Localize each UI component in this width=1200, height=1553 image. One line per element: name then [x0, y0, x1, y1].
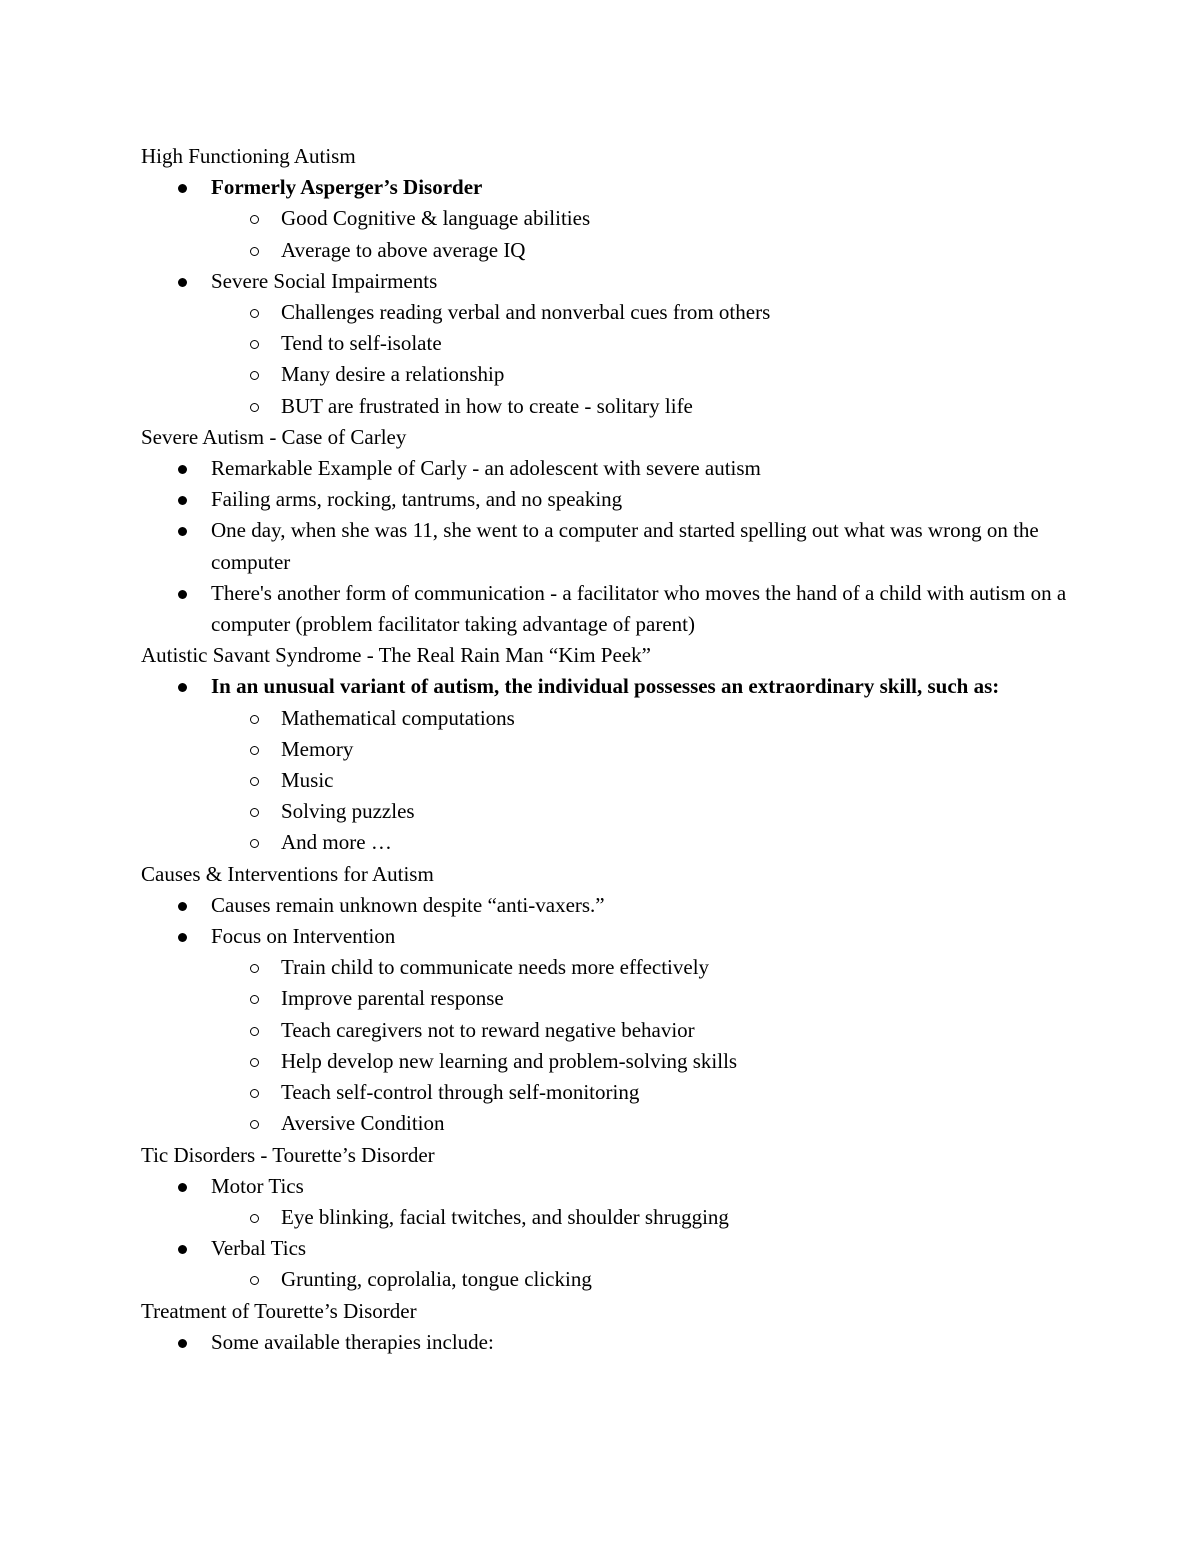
filled-bullet-icon	[178, 1183, 187, 1192]
list-item-text: Motor Tics	[211, 1173, 304, 1198]
sub-list-item	[211, 391, 1101, 422]
sub-list-item	[211, 983, 1101, 1014]
list-item	[141, 1171, 1101, 1233]
sub-list-item-text: Grunting, coprolalia, tongue clicking	[281, 1267, 592, 1292]
hollow-bullet-icon	[250, 1276, 259, 1285]
hollow-bullet-icon	[250, 340, 259, 349]
bullet-list	[141, 1171, 1101, 1296]
filled-bullet-icon	[178, 902, 187, 911]
list-item-text: There's another form of communication - a facilitator who moves the hand of a child with autism on a computer (problem facilitator taking advantage of parent)	[211, 580, 1067, 637]
list-item	[141, 266, 1101, 422]
hollow-bullet-icon	[250, 746, 259, 755]
list-item	[141, 1233, 1101, 1295]
hollow-bullet-icon	[250, 777, 259, 786]
hollow-bullet-icon	[250, 247, 259, 256]
list-item-text: One day, when she was 11, she went to a computer and started spelling out what was wrong on the computer	[211, 518, 1039, 574]
section-heading: Treatment of Tourette’s Disorder	[141, 1298, 417, 1323]
sub-list-item-text: Teach caregivers not to reward negative behavior	[281, 1017, 695, 1042]
sub-list-item-text: Mathematical computations	[281, 705, 515, 730]
sub-list-item	[211, 203, 1101, 234]
sub-list-item	[211, 1264, 1101, 1295]
sub-list-item	[211, 1202, 1101, 1233]
filled-bullet-icon	[178, 1245, 187, 1254]
list-item	[141, 921, 1101, 1139]
hollow-bullet-icon	[250, 403, 259, 412]
list-item	[141, 890, 1101, 921]
list-item-text: Causes remain unknown despite “anti-vaxers.”	[211, 892, 605, 917]
hollow-bullet-icon	[250, 1027, 259, 1036]
sub-list-item	[211, 1046, 1101, 1077]
list-item	[141, 1327, 1101, 1358]
sub-list-item-text: Teach self-control through self-monitoring	[281, 1080, 640, 1105]
filled-bullet-icon	[178, 465, 187, 474]
bullet-list	[141, 172, 1101, 422]
sub-list-item-text: And more …	[281, 830, 392, 855]
sub-list-item-text: Eye blinking, facial twitches, and shoulder shrugging	[281, 1204, 729, 1229]
list-item-text: Failing arms, rocking, tantrums, and no speaking	[211, 487, 623, 512]
list-item-text: Formerly Asperger’s Disorder	[211, 175, 483, 200]
filled-bullet-icon	[178, 527, 187, 536]
bullet-list	[141, 1327, 1101, 1358]
sub-list-item-text: Many desire a relationship	[281, 362, 505, 387]
section-heading: Severe Autism - Case of Carley	[141, 424, 407, 449]
list-item-text: Severe Social Impairments	[211, 268, 438, 293]
hollow-bullet-icon	[250, 1058, 259, 1067]
sub-list-item	[211, 952, 1101, 983]
sub-list-item-text: Aversive Condition	[281, 1111, 445, 1136]
filled-bullet-icon	[178, 496, 187, 505]
sub-list-item-text: BUT are frustrated in how to create - solitary life	[281, 393, 693, 418]
sub-list-item-text: Memory	[281, 736, 354, 761]
hollow-bullet-icon	[250, 1120, 259, 1129]
hollow-bullet-icon	[250, 839, 259, 848]
sub-list-item	[211, 1015, 1101, 1046]
hollow-bullet-icon	[250, 1214, 259, 1223]
filled-bullet-icon	[178, 933, 187, 942]
sub-list-item	[211, 359, 1101, 390]
sub-list-item-text: Solving puzzles	[281, 799, 415, 824]
sub-list-item-text: Help develop new learning and problem-solving skills	[281, 1048, 738, 1073]
sub-list-item	[211, 297, 1101, 328]
sub-list-item	[211, 328, 1101, 359]
section-heading: Autistic Savant Syndrome - The Real Rain Man “Kim Peek”	[141, 643, 651, 668]
sub-bullet-list	[211, 1264, 1101, 1295]
bullet-list	[141, 453, 1101, 640]
sub-list-item-text: Good Cognitive & language abilities	[281, 206, 591, 231]
sub-bullet-list	[211, 297, 1101, 422]
sub-list-item-text: Music	[281, 768, 334, 793]
filled-bullet-icon	[178, 278, 187, 287]
hollow-bullet-icon	[250, 808, 259, 817]
sub-list-item	[211, 796, 1101, 827]
filled-bullet-icon	[178, 683, 187, 692]
sub-list-item	[211, 1077, 1101, 1108]
list-item	[141, 515, 1101, 577]
list-item-text: Some available therapies include:	[211, 1329, 494, 1354]
list-item	[141, 172, 1101, 266]
bullet-list	[141, 890, 1101, 1140]
hollow-bullet-icon	[250, 995, 259, 1004]
bullet-list	[141, 671, 1101, 858]
sub-list-item	[211, 827, 1101, 858]
list-item	[141, 453, 1101, 484]
sub-bullet-list	[211, 203, 1101, 265]
hollow-bullet-icon	[250, 215, 259, 224]
sub-bullet-list	[211, 952, 1101, 1139]
list-item	[141, 484, 1101, 515]
document-page	[141, 141, 1101, 1358]
list-item-text: Remarkable Example of Carly - an adolescent with severe autism	[211, 456, 761, 481]
list-item-text: Verbal Tics	[211, 1236, 307, 1261]
section-heading: High Functioning Autism	[141, 144, 356, 168]
sub-list-item	[211, 734, 1101, 765]
sub-list-item	[211, 765, 1101, 796]
sub-list-item-text: Train child to communicate needs more effectively	[281, 955, 710, 980]
list-item	[141, 578, 1101, 640]
list-item-text: Focus on Intervention	[211, 924, 396, 949]
hollow-bullet-icon	[250, 964, 259, 973]
hollow-bullet-icon	[250, 371, 259, 380]
filled-bullet-icon	[178, 184, 187, 193]
filled-bullet-icon	[178, 1339, 187, 1348]
sub-bullet-list	[211, 1202, 1101, 1233]
hollow-bullet-icon	[250, 309, 259, 318]
sub-bullet-list	[211, 703, 1101, 859]
sub-list-item-text: Tend to self-isolate	[281, 331, 442, 356]
list-item-text: In an unusual variant of autism, the individual possesses an extraordinary skill, such as:	[211, 674, 1000, 699]
filled-bullet-icon	[178, 590, 187, 599]
sub-list-item-text: Average to above average IQ	[281, 237, 526, 262]
sub-list-item-text: Improve parental response	[281, 986, 504, 1011]
sub-list-item-text: Challenges reading verbal and nonverbal cues from others	[281, 300, 771, 325]
sub-list-item	[211, 703, 1101, 734]
hollow-bullet-icon	[250, 715, 259, 724]
section-heading: Tic Disorders - Tourette’s Disorder	[141, 1142, 435, 1167]
sub-list-item	[211, 1108, 1101, 1139]
list-item	[141, 671, 1101, 858]
sub-list-item	[211, 235, 1101, 266]
hollow-bullet-icon	[250, 1089, 259, 1098]
section-heading: Causes & Interventions for Autism	[141, 861, 434, 886]
